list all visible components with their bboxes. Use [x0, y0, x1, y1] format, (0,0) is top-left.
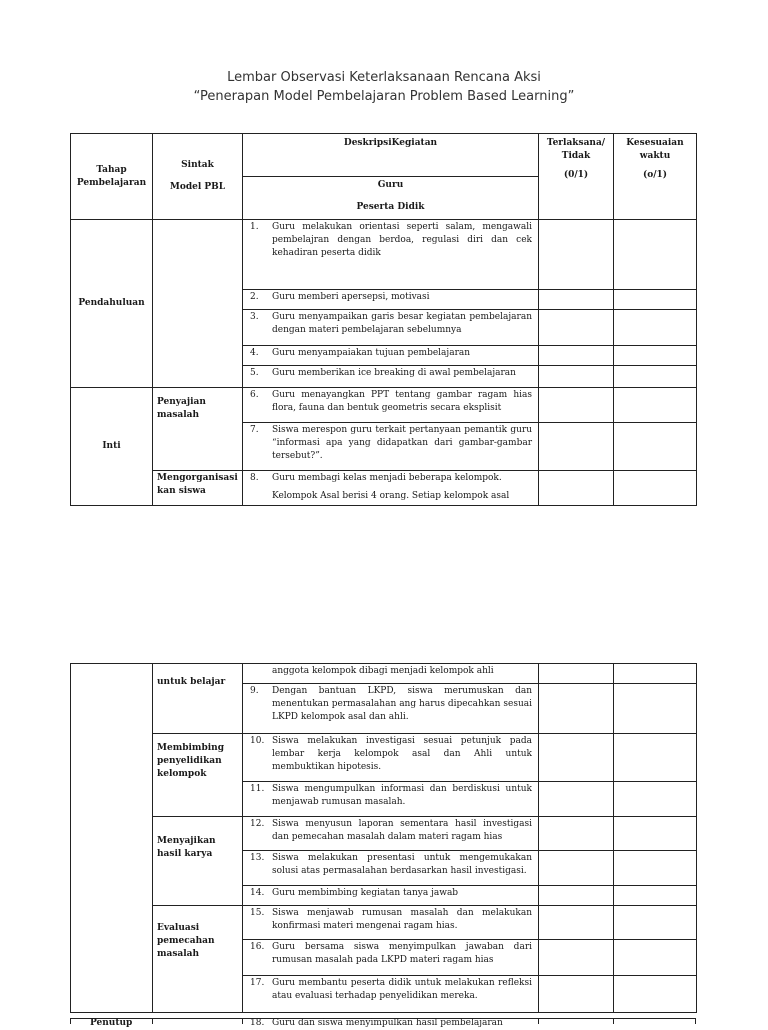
activity-number: 11. — [250, 784, 265, 794]
activity-number: 15. — [250, 908, 265, 918]
activity-number: 7. — [250, 425, 259, 435]
observation-table-page-1 — [70, 133, 697, 506]
activity-row — [243, 817, 539, 851]
activity-row — [243, 366, 539, 388]
kesesuaian-cell[interactable] — [614, 310, 697, 346]
stage-inti: Inti — [71, 388, 153, 506]
activity-text: Siswa mengumpulkan informasi dan berdiskusi untuk menjawab rumusan masalah. — [272, 784, 532, 807]
stage-pendahuluan: Pendahuluan — [71, 220, 153, 388]
activity-row — [243, 684, 539, 734]
kesesuaian-cell[interactable] — [614, 423, 697, 471]
kesesuaian-cell[interactable] — [614, 851, 697, 886]
sintak-membimbing: Membimbing penyelidikan kelompok — [153, 734, 243, 817]
activity-text: Siswa melakukan presentasi untuk mengemukakan solusi atas permasalahan berdasarkan hasil investigasi. — [272, 853, 532, 876]
terlaksana-cell[interactable] — [539, 817, 614, 851]
header-peserta-didik: Peserta Didik — [356, 202, 425, 212]
activity-number: 1. — [250, 222, 259, 232]
kesesuaian-cell[interactable] — [614, 734, 697, 782]
kesesuaian-cell[interactable] — [614, 782, 697, 817]
terlaksana-cell[interactable] — [539, 976, 614, 1013]
activity-row — [243, 310, 539, 346]
activity-number: 10. — [250, 736, 265, 746]
terlaksana-cell[interactable] — [539, 471, 614, 506]
terlaksana-cell[interactable] — [539, 366, 614, 388]
activity-number: 4. — [250, 348, 259, 358]
activity-text: Dengan bantuan LKPD, siswa merumuskan dan menentukan permasalahan ang harus dipecahkan sesuai LKPD kelompok asal dan ahli. — [272, 686, 532, 722]
header-kesesuaian-value: (o/1) — [642, 170, 668, 180]
kesesuaian-cell[interactable] — [614, 220, 697, 290]
activity-text: Kelompok Asal berisi 4 orang. Setiap kelompok asal — [272, 491, 510, 501]
activity-row — [243, 388, 539, 423]
activity-text: Guru menayangkan PPT tentang gambar ragam hias flora, fauna dan bentuk geometris secara eksplisit — [272, 390, 532, 413]
activity-row — [243, 471, 539, 506]
activity-row — [243, 906, 539, 940]
sintak-cell-empty — [153, 220, 243, 388]
kesesuaian-cell[interactable] — [614, 906, 697, 940]
kesesuaian-cell[interactable] — [614, 940, 697, 976]
header-deskripsi: DeskripsiKegiatan — [243, 134, 539, 177]
activity-row — [243, 886, 539, 906]
activity-row — [243, 782, 539, 817]
activity-number — [247, 665, 272, 678]
header-kesesuaian-label: Kesesuaian waktu — [626, 138, 684, 161]
activity-number: 8. — [250, 473, 259, 483]
kesesuaian-cell[interactable] — [614, 684, 697, 734]
activity-number: 3. — [250, 312, 259, 322]
activity-text: Guru melakukan orientasi seperti salam, mengawali pembelajran dengan berdoa, regulasi diri dan cek kehadiran peserta didik — [272, 222, 532, 258]
kesesuaian-cell[interactable] — [614, 817, 697, 851]
terlaksana-cell[interactable] — [539, 220, 614, 290]
terlaksana-cell[interactable] — [539, 290, 614, 310]
header-terlaksana — [539, 134, 614, 220]
header-model-pbl: Model PBL — [169, 182, 226, 192]
activity-text: Siswa merespon guru terkait pertanyaan pemantik guru “informasi apa yang didapatkan dari gambar-gambar tersebut?”. — [272, 425, 532, 461]
activity-row — [243, 220, 539, 290]
kesesuaian-cell[interactable] — [614, 471, 697, 506]
terlaksana-cell[interactable] — [539, 734, 614, 782]
terlaksana-cell[interactable] — [539, 684, 614, 734]
terlaksana-cell[interactable] — [539, 886, 614, 906]
header-kesesuaian — [614, 134, 697, 220]
document-title: Lembar Observasi Keterlaksanaan Rencana Aksi — [227, 70, 541, 85]
activity-number: 12. — [250, 819, 265, 829]
kesesuaian-cell[interactable] — [614, 366, 697, 388]
kesesuaian-cell[interactable] — [614, 976, 697, 1013]
activity-number: 16. — [250, 942, 265, 952]
terlaksana-cell[interactable] — [539, 664, 614, 684]
kesesuaian-cell[interactable] — [614, 290, 697, 310]
kesesuaian-cell[interactable] — [614, 346, 697, 366]
activity-text: Guru membagi kelas menjadi beberapa kelompok. — [272, 473, 502, 483]
sintak-untuk-belajar: untuk belajar — [153, 664, 243, 734]
header-terlaksana-label: Terlaksana/ Tidak — [546, 138, 606, 161]
terlaksana-cell[interactable] — [539, 388, 614, 423]
sintak-penyajian: Penyajian masalah — [153, 388, 243, 471]
activity-row — [243, 734, 539, 782]
terlaksana-cell[interactable] — [539, 851, 614, 886]
kesesuaian-cell[interactable] — [614, 388, 697, 423]
stage-inti-continued — [71, 664, 153, 1013]
terlaksana-cell[interactable] — [539, 782, 614, 817]
activity-text: Siswa melakukan investigasi sesuai petunjuk pada lembar kerja kelompok asal dan Ahli untuk membuktikan hipotesis. — [272, 736, 532, 772]
terlaksana-cell[interactable] — [539, 423, 614, 471]
activity-text: anggota kelompok dibagi menjadi kelompok ahli — [272, 666, 494, 676]
activity-text: Guru menyampaikan garis besar kegiatan pembelajaran dengan materi pembelajaran sebelumnya — [272, 312, 532, 335]
activity-row — [243, 976, 539, 1013]
sintak-mengorganisasi: Mengorganisasi kan siswa — [153, 471, 243, 506]
sintak-evaluasi: Evaluasi pemecahan masalah — [153, 906, 243, 1013]
activity-number: 5. — [250, 368, 259, 378]
sintak-menyajikan: Menyajikan hasil karya — [153, 817, 243, 906]
stage-penutup: Penutup — [90, 1018, 133, 1028]
activity-number: 13. — [250, 853, 265, 863]
activity-text: Guru menyampaiakan tujuan pembelajaran — [272, 348, 471, 358]
header-sintak — [153, 134, 243, 220]
partial-row-penutup — [0, 1009, 768, 1028]
activity-number: 9. — [250, 686, 259, 696]
kesesuaian-cell[interactable] — [614, 886, 697, 906]
terlaksana-cell[interactable] — [539, 906, 614, 940]
terlaksana-cell[interactable] — [539, 310, 614, 346]
activity-text: Guru memberi apersepsi, motivasi — [272, 292, 430, 302]
activity-row — [243, 346, 539, 366]
terlaksana-cell[interactable] — [539, 346, 614, 366]
activity-text: Guru membimbing kegiatan tanya jawab — [272, 888, 459, 898]
activity-row — [243, 851, 539, 886]
header-terlaksana-value: (0/1) — [563, 170, 589, 180]
kesesuaian-cell[interactable] — [614, 664, 697, 684]
activity-number: 17. — [250, 978, 265, 988]
activity-number — [247, 490, 272, 503]
activity-number: 18. — [250, 1018, 265, 1028]
activity-number: 14. — [250, 888, 265, 898]
activity-text: Guru bersama siswa menyimpulkan jawaban dari rumusan masalah pada LKPD materi ragam hias — [272, 942, 532, 965]
activity-text: Guru dan siswa menyimpulkan hasil pembelajaran — [272, 1018, 503, 1028]
header-sintak-label: Sintak — [181, 160, 214, 170]
activity-text: Siswa menjawab rumusan masalah dan melakukan konfirmasi materi mengenai ragam hias. — [272, 908, 532, 931]
activity-text: Guru memberikan ice breaking di awal pembelajaran — [272, 368, 516, 378]
activity-row — [243, 664, 539, 684]
activity-row — [243, 940, 539, 976]
terlaksana-cell[interactable] — [539, 940, 614, 976]
header-guru-peserta — [243, 177, 539, 220]
document-subtitle: “Penerapan Model Pembelajaran Problem Based Learning” — [193, 89, 575, 104]
activity-number: 2. — [250, 292, 259, 302]
activity-row — [243, 290, 539, 310]
activity-text: Siswa menyusun laporan sementara hasil investigasi dan pemecahan masalah dalam materi ragam hias — [272, 819, 532, 842]
activity-row — [243, 423, 539, 471]
activity-text: Guru membantu peserta didik untuk melakukan refleksi atau evaluasi terhadap penyelidikan mereka. — [272, 978, 532, 1001]
header-guru: Guru — [377, 180, 404, 190]
observation-table-page-2 — [70, 663, 697, 1013]
header-tahap: Tahap Pembelajaran — [71, 134, 153, 220]
activity-number: 6. — [250, 390, 259, 400]
